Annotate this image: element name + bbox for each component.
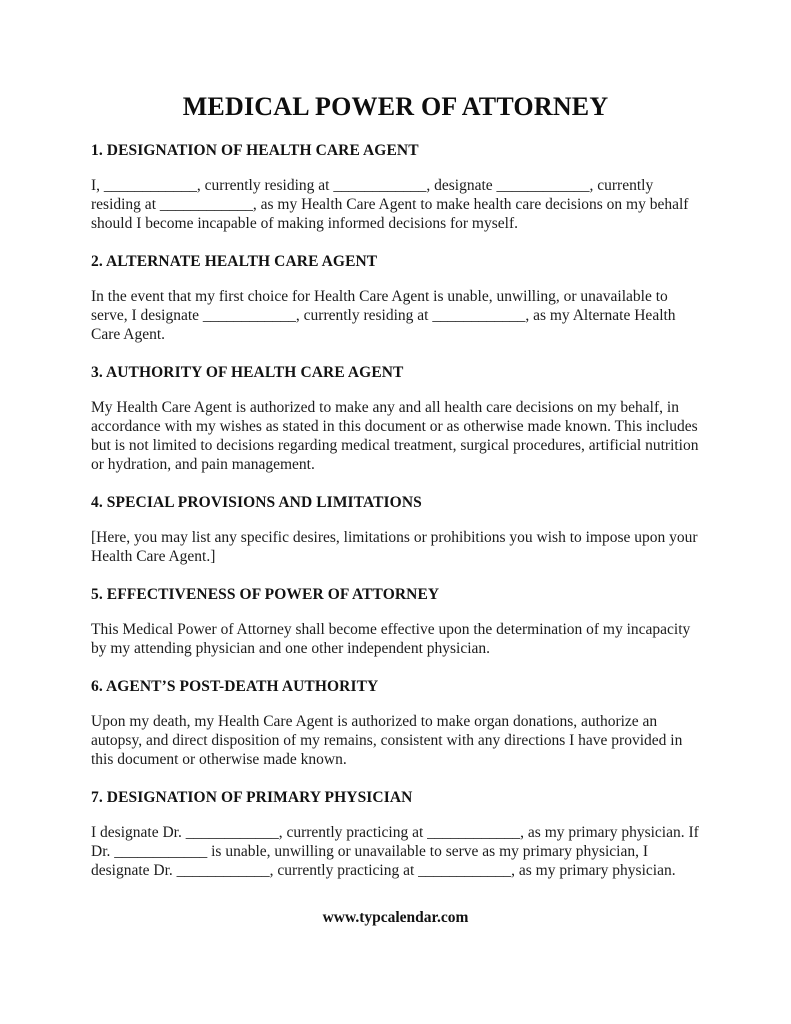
footer-website-url: www.typcalendar.com xyxy=(322,909,469,926)
section-special-provisions-and-limitations xyxy=(91,493,700,566)
section-heading: 5. EFFECTIVENESS OF POWER OF ATTORNEY xyxy=(91,586,440,603)
section-body: I, ____________, currently residing at ____________, designate ____________, currently residing at ____________, as my Health Care Agent to make health care decisions on my behalf should I become incapable of making informed decisions for myself. xyxy=(91,177,689,232)
section-body: My Health Care Agent is authorized to make any and all health care decisions on my behalf, in accordance with my wishes as stated in this document or as otherwise made known. This includes but is not limited to decisions regarding medical treatment, surgical procedures, artificial nutrition or hydration, and pain management. xyxy=(91,399,699,473)
section-heading: 7. DESIGNATION OF PRIMARY PHYSICIAN xyxy=(91,789,413,806)
section-body: Upon my death, my Health Care Agent is authorized to make organ donations, authorize an autopsy, and direct disposition of my remains, consistent with any directions I have provided in this document or otherwise made known. xyxy=(91,713,683,768)
section-alternate-health-care-agent xyxy=(91,252,700,344)
section-heading: 1. DESIGNATION OF HEALTH CARE AGENT xyxy=(91,142,419,159)
section-heading: 4. SPECIAL PROVISIONS AND LIMITATIONS xyxy=(91,494,422,511)
section-agents-post-death-authority xyxy=(91,677,700,769)
section-designation-of-primary-physician xyxy=(91,788,700,880)
section-heading: 2. ALTERNATE HEALTH CARE AGENT xyxy=(91,253,378,270)
section-body: I designate Dr. ____________, currently practicing at ____________, as my primary physician. If Dr. ____________ is unable, unwilling or unavailable to serve as my primary physician, I designate Dr. ____________, currently practicing at ____________, as my primary physician. xyxy=(91,824,699,879)
section-designation-of-health-care-agent xyxy=(91,141,700,233)
section-authority-of-health-care-agent xyxy=(91,363,700,474)
document-title: MEDICAL POWER OF ATTORNEY xyxy=(182,92,609,121)
section-heading: 3. AUTHORITY OF HEALTH CARE AGENT xyxy=(91,364,404,381)
section-effectiveness-of-power-of-attorney xyxy=(91,585,700,658)
section-body: In the event that my first choice for Health Care Agent is unable, unwilling, or unavailable to serve, I designate ____________, currently residing at ____________, as my Alternate Health Care Agent. xyxy=(91,288,676,343)
section-heading: 6. AGENT’S POST-DEATH AUTHORITY xyxy=(91,678,379,695)
section-body: This Medical Power of Attorney shall become effective upon the determination of my incapacity by my attending physician and one other independent physician. xyxy=(91,621,691,657)
section-body: [Here, you may list any specific desires, limitations or prohibitions you wish to impose upon your Health Care Agent.] xyxy=(91,529,698,565)
